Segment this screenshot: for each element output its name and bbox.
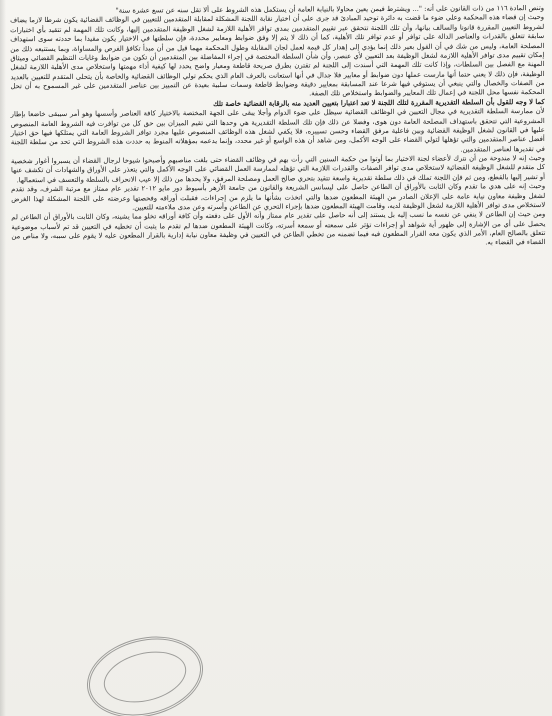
paragraph-court-ruling: وحيث إن قضاء هذه المحكمة وعلى ضوء ما قضت به دائرة توحيد المبادئ قد جرى على أن اختيار نقابة اللجنة المشكلة لمقابلة المتقدمين للتعيين في الوظائف القضائية يكون شرطا لازما يضاف لشروط التعيين المقررة قانونا والسالف بيانها، وأن تلك اللجنة تتحقق عبر تقييم المتقدمين بمدى توافر الأهلية اللازمة لشغل الوظيفة المتقدمين إليها، وكانت تلك المهمة لم تتقيد بأي اختبارات سابقة تتعلق بالقدرات والعناصر الدالة على توافر أو عدم توافر تلك الأهلية، كما أن ذلك لا يتم إلا وفق ضوابط ومعايير محددة، فإن سلطتها في الاختيار يكون مقيدا بما حددته سوى استهداف المصلحة العامة، وليس من شك في أن القول بعير ذلك إنما يؤدي إلى إهدار كل قيمة لعمل لجان المقابلة وطول المحكمة مهما قيل من أن مبدأ تكافؤ الفرص والمساواة، وبما يستتبعه ذلك من إمكان تقييم مدى توافر الأهلية اللازمة لشغل الوظيفة بعد التعيين لأي عنصر، وأن شأن السلطة المختصة في إجراء المفاضلة بين المتقدمين أن تكون من ضوابط وغايات التنظيم القضائي وميثاق المهنة مع الفصل بين السلطات، وإذا كانت تلك المهمة التي أسندت إلى اللجنة لم تقترن بطرق صريحة قاطعة ومعيار واضح يحدد لها كيفية أداء مهمتها واستخلاص مدى الأهلية اللازمة لشغل الوظيفة، فإن ذلك لا يعني حتما أنها مارست عملها دون ضوابط أو معايير فلا جدال في أنها استعانت بالعرف العام الذي يحكم تولي الوظائف القضائية والخاصة بأن يتحلى المتقدم للتعيين بالعديد من الصفات والخصال والتي ينبغي أن يستوفي فيها شرعا عند المسابقة بمعايير دقيقة وضوابط قاطعة وسمات سلبية بعيدة عن التمييز بين عناصر المتقدمين على غير المسموح به أن تحل المحكمة نفسها محل اللجنة في إعمال تلك المعايير والضوابط واستخلاص تلك الصفة. — [10, 13, 545, 98]
paragraph-selection-committee: وحيث إنه لا مندوحة من أن نترك لأعضاء لجنة الاختيار بما أوتوا من حكمة السنين التي رأت بهم في وظائف القضاء حتى بلغت مناصبهم وأصبحوا شيوخا لرجال القضاء أن يسبروا أغوار شخصية كل متقدم للشغل الوظيفة القضائية لاستخلاص مدى توافر الصفات والقدرات اللازمة التي تؤهله لممارسة العمل القضائي على الوجه الأكمل والتي يتعذر على الأوراق والشهادات أن تكشف عنها أو تشير إليها بالقطع، ومن ثم فإن اللجنة تملك في ذلك سلطة تقديرية واسعة تتقيد بتحري صالح العمل ومصلحة المرفق، ولا يحدها من ذلك إلا عيب الانحراف بالسلطة والتعسف في استعمالها. — [10, 153, 546, 184]
page-edge-shadow — [0, 0, 6, 716]
paragraph-judicial-appointments: لأن ممارسة السلطة التقديرية في مجال التعيين في الوظائف القضائية سيظل على ضوء الدوام وأجلا يبقى على الجهة المختصة بالاختيار كافة العناصر وأسسها وهو أمر سيبقى خاضعا بإطار المشروعية التي تتحقق باستهداف المصلحة العامة دون هوى، وفضلا عن ذلك فإن تلك السلطة التقديرية هي وحدها التي تقيم الميزان بين حق كل من توافرت فيه الشروط العامة المنصوص عليها في القانون لشغل الوظيفة القضائية وبين فاعلية مرفق القضاء وحسن تسييره، فلا يكفي لشغل هذه الوظائف المنصوص عليها مجرد توافر الشروط العامة التي يمتلكها فيها حق اختيار أفضل عناصر المتقدمين والتي تؤهلها لتولي القضاء على الوجه الأكمل، ومن شاهد أن هذه الواسع أو غير محدد، وإنما يدعمه بمؤهلاته المنوط به حددت هذه الشروط التي تحد من سلطة اللجنة في تقديرها لعناصر المتقدمين. — [10, 107, 545, 154]
paragraph-discretionary-authority: كما لا وجه للقول بأن السلطة التقديرية المقررة لتلك اللجنة لا تعد اعتبارا بتعيين العديد منه بالرقابة القضائية خاصة تلك — [213, 97, 545, 108]
paragraph-applicant-facts: وحيث إنه على هدي ما تقدم وكان الثابت بالأوراق أن الطاعن حاصل على ليسانس الشريعة والقانون من جامعة الأزهر بأسيوط دور مايو ٢٠١٢ تقدير عام ممتاز مع مرتبة الشرف، وقد تقدم لشغل وظيفة معاون نيابة عامة على الإعلان الصادر من الهيئة المطعون ضدها والتي اتخذت بشأنها ما يلزم من إجراءات، فقبلت أوراقه وفحصتها وعرضته على اللجنة المشكلة لهذا الغرض لاستخلاص مدى توافر الأهلية اللازمة لشغل الوظيفة لديه، وقامت الهيئة المطعون ضدها بإجراء التحري عن الطاعن وأسرته وعن مدى ملاءمته للتعيين. — [11, 182, 546, 212]
official-stamp-inner-ring — [98, 644, 191, 711]
paragraph-article-116: وتنص المادة ١١٦ من ذات القانون على أنه: "... ويشترط فيمن يعين محاولا بالنيابة العامة أن يستكمل هذه الشروط على ألا تقل سنه عن تسع عشرة سنة" — [115, 4, 545, 15]
document-body — [10, 4, 548, 716]
paragraph-conclusion: ومن حيث إن الطاعن لا ينفي عن نفسه ما نسب إليه بل يستند إلى أنه حاصل على تقدير عام ممتاز وأنه الأول على دفعته وأن كافة أوراقه تخلو مما يشينه، وكان الثابت بالأوراق أن الطاعن لم يحصل على أي من الإشارة إلى ظهور أية شواهد أو إجراءات تؤثر على سمعته أو سمعة أسرته، وكانت الهيئة المطعون ضدها لم تقدم ما يثبت أن تخطيه في التعيين قد تم لأسباب موضوعية تتعلق بالصالح العام، الأمر الذي يكون معه القرار المطعون فيه فيما تضمنه من تخطي الطاعن في التعيين في وظيفة معاون نيابة إدارية بالقرار المطعون عليه لا يقوم على سببه، ولا مناص من القضاء في القضاء به. — [11, 210, 546, 247]
